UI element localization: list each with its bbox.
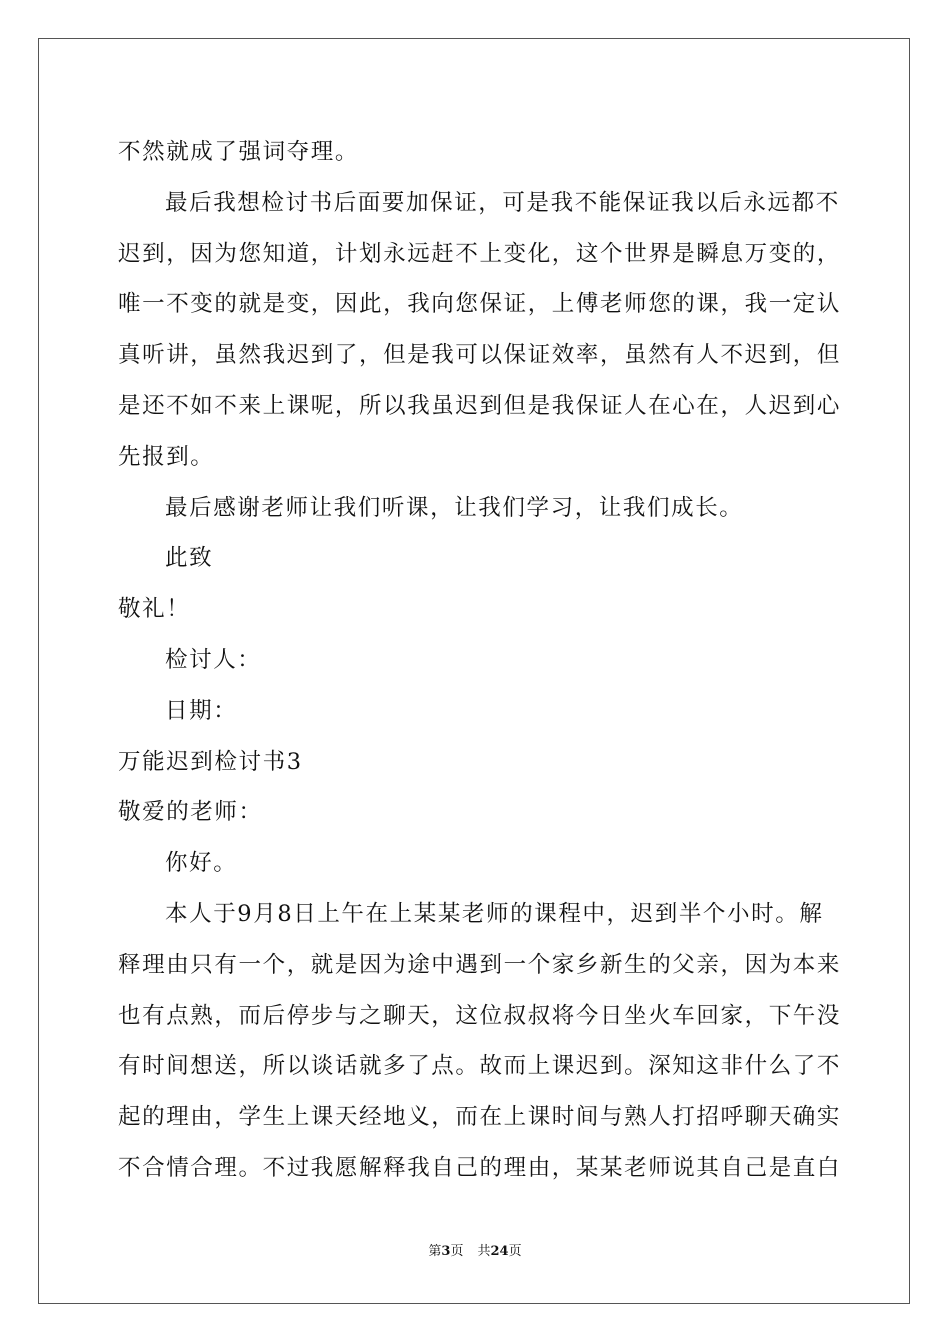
paragraph-start: 本人于9月8日上午在上某某老师的课程中，迟到半个小时。解 (165, 900, 824, 927)
paragraph-start: 最后我想检讨书后面要加保证，可是我不能保证我以后永远都不 (165, 189, 840, 216)
text-line: 起的理由，学生上课天经地义，而在上课时间与熟人打招呼聊天确实 (118, 1104, 842, 1131)
closing-salutation: 此致 (165, 545, 214, 572)
total-suffix: 页 (508, 1244, 522, 1259)
signer-label: 检讨人： (165, 646, 262, 673)
text-line: 不合情合理。不过我愿解释我自己的理由，某某老师说其自己是直白 (118, 1154, 842, 1181)
page-prefix: 第 (428, 1244, 442, 1259)
text-line: 唯一不变的就是变，因此，我向您保证，上傅老师您的课，我一定认 (118, 291, 842, 318)
text-line: 释理由只有一个，就是因为途中遇到一个家乡新生的父亲，因为本来 (118, 951, 842, 978)
text-line: 不然就成了强词夺理。 (118, 139, 360, 165)
text-line: 真听讲，虽然我迟到了，但是我可以保证效率，虽然有人不迟到，但 (118, 342, 842, 369)
document-body (118, 127, 842, 1194)
text-line: 先报到。 (118, 443, 215, 470)
date-label: 日期： (165, 697, 238, 724)
text-line: 也有点熟，而后停步与之聊天，这位叔叔将今日坐火车回家，下午没 (118, 1002, 842, 1029)
page-total: 24 (490, 1244, 509, 1259)
greeting: 敬爱的老师： (118, 799, 263, 826)
page-suffix: 页 (450, 1244, 464, 1259)
text-line: 迟到，因为您知道，计划永远赶不上变化，这个世界是瞬息万变的， (118, 240, 842, 267)
page-current: 3 (441, 1244, 451, 1259)
section-title: 万能迟到检讨书3 (118, 748, 303, 775)
greeting-hello: 你好。 (165, 850, 238, 877)
text-line: 是还不如不来上课呢，所以我虽迟到但是我保证人在心在，人迟到心 (118, 392, 842, 419)
paragraph-start: 最后感谢老师让我们听课，让我们学习，让我们成长。 (165, 494, 744, 521)
closing-respect: 敬礼！ (118, 596, 191, 623)
text-line: 有时间想送，所以谈话就多了点。故而上课迟到。深知这非什么了不 (118, 1053, 842, 1080)
page-footer (0, 1240, 950, 1259)
total-prefix: 共 (477, 1244, 491, 1259)
